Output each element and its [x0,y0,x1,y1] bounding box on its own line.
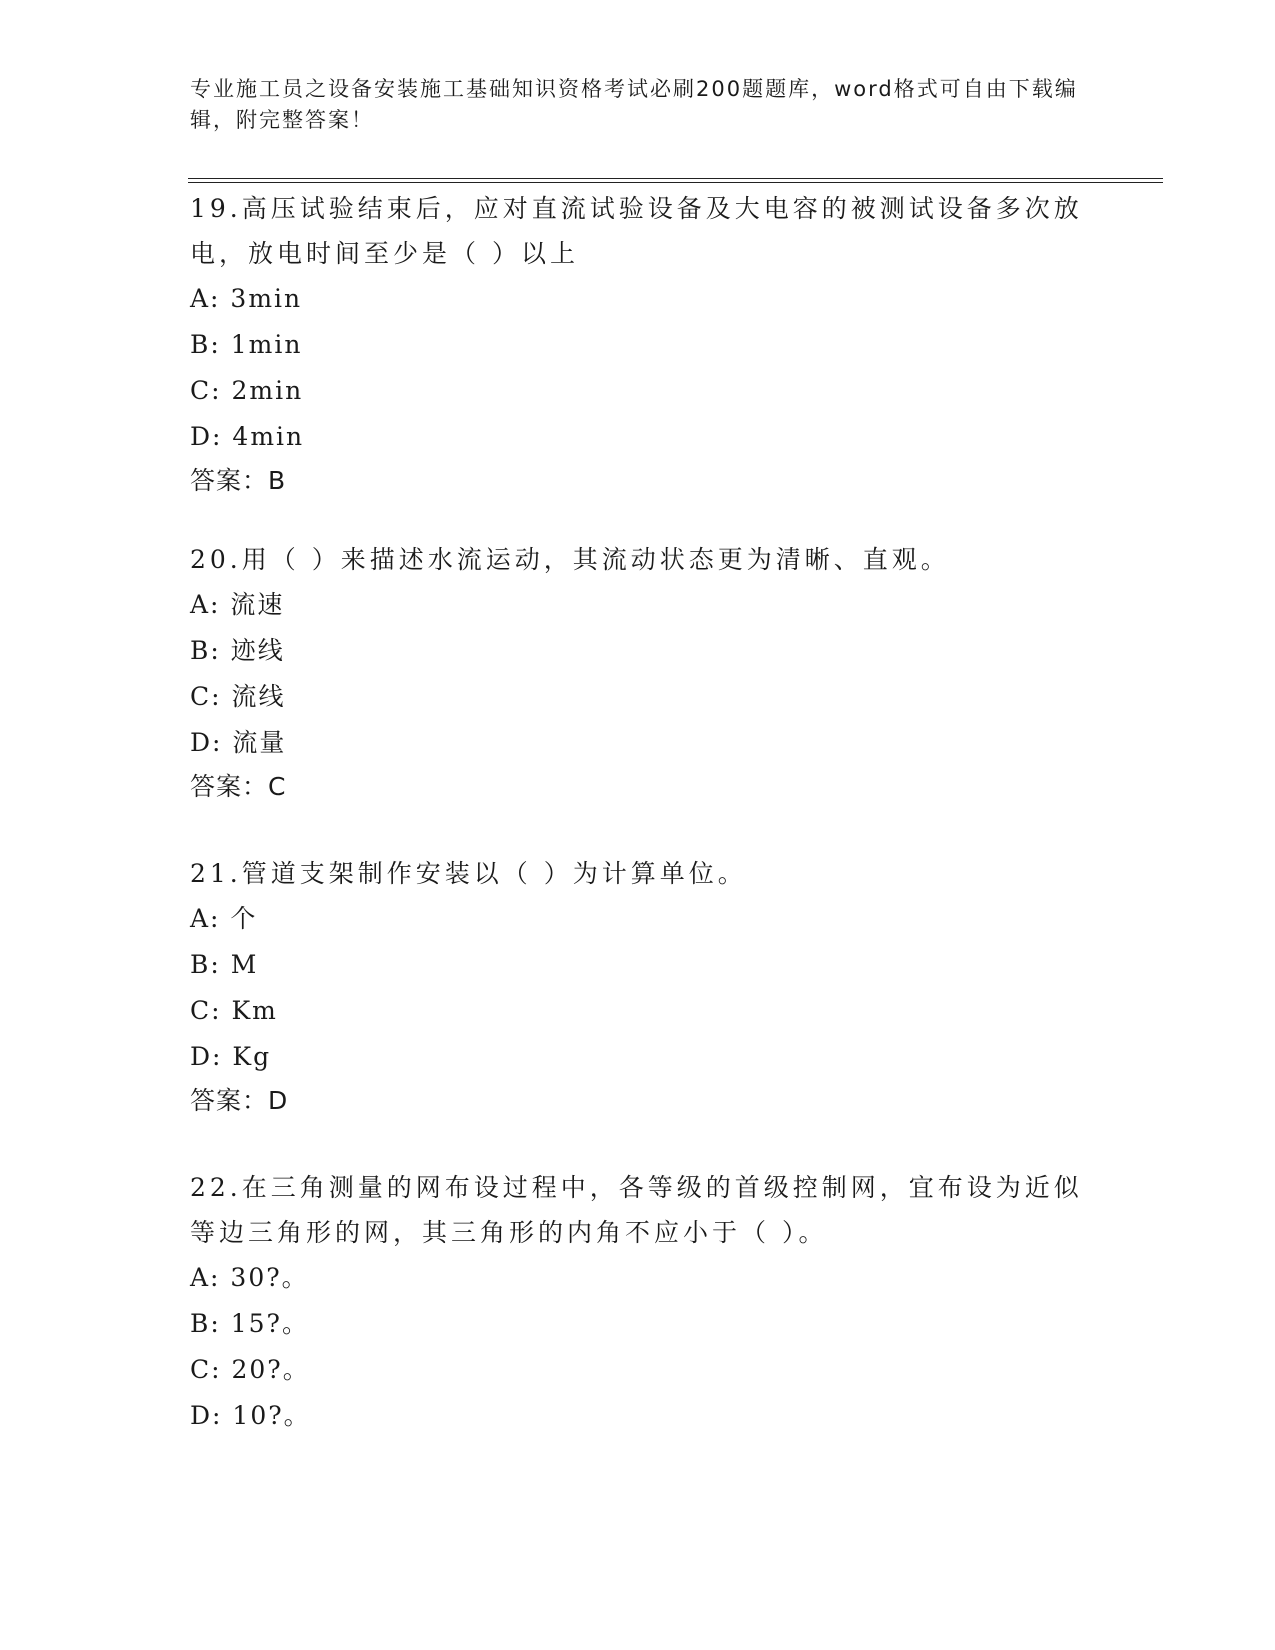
option-c: C: Km [190,996,278,1025]
answer: 答案：B [190,466,287,495]
question-text: 21.管道支架制作安装以（ ）为计算单位。 [190,859,747,888]
option-a: A: 流速 [190,590,285,619]
question-21 [190,851,1090,1122]
option-c: C: 2min [190,376,304,405]
option-d: D: 流量 [190,728,287,757]
question-text: 19.高压试验结束后，应对直流试验设备及大电容的被测试设备多次放电，放电时间至少是（ ）以上 [190,194,1083,268]
question-22 [190,1165,1090,1439]
question-19 [190,186,1090,502]
answer: 答案：C [190,772,287,801]
option-a: A: 30?。 [190,1263,309,1292]
option-b: B: 迹线 [190,636,285,665]
option-b: B: M [190,950,259,979]
option-c: C: 20?。 [190,1355,310,1384]
option-a: A: 3min [190,284,303,313]
header-divider [188,178,1163,183]
option-b: B: 15?。 [190,1309,309,1338]
answer: 答案：D [190,1086,289,1115]
document-header: 专业施工员之设备安装施工基础知识资格考试必刷200题题库，word格式可自由下载编辑，附完整答案！ [190,77,1078,132]
option-b: B: 1min [190,330,303,359]
question-text: 20.用（ ）来描述水流运动，其流动状态更为清晰、直观。 [190,545,950,574]
option-a: A: 个 [190,904,258,933]
question-20 [190,537,1090,808]
option-d: D: Kg [190,1042,272,1071]
option-d: D: 10?。 [190,1401,311,1430]
option-c: C: 流线 [190,682,286,711]
option-d: D: 4min [190,422,305,451]
question-text: 22.在三角测量的网布设过程中，各等级的首级控制网，宜布设为近似等边三角形的网，其三角形的内角不应小于（ ）。 [190,1173,1083,1247]
